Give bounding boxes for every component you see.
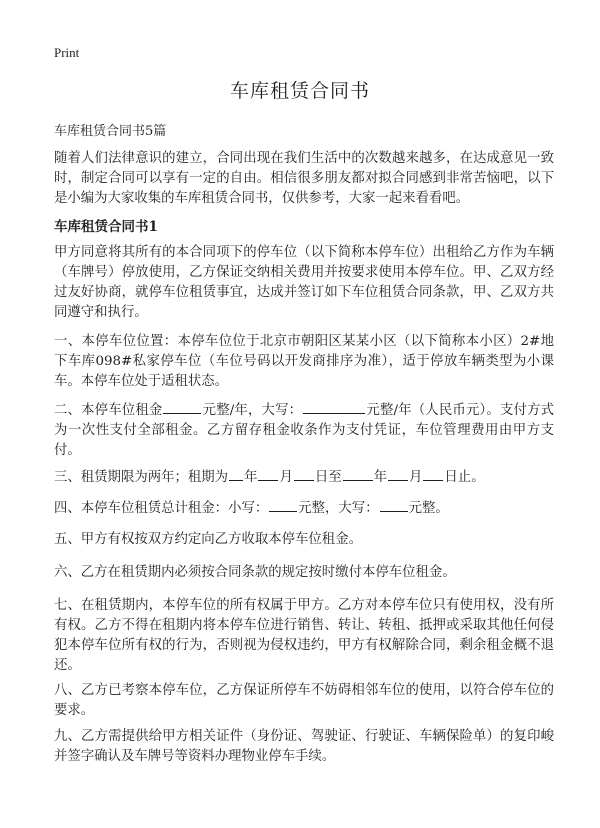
fill-in-blank [294,466,314,481]
fill-in-blank [258,466,278,481]
clause-text: 三、租赁期限为两年；租期为 [54,470,229,485]
fill-in-blank [269,497,297,512]
print-link[interactable]: Print [54,45,80,60]
clause-paragraph [54,530,554,550]
clause-text: 甲方同意将其所有的本合同项下的停车位（以下简称本停车位）出租给乙方作为车辆（车牌号）停放使用，乙方保证交纳相关费用并按要求使用本停车位。甲、乙双方经过友好协商，就停车位租赁事宜，达成并签订如下车位租赁合同条款，甲、乙双方共同遵守和执行。 [54,245,554,320]
fill-in-blank [163,399,201,414]
clause-paragraph [54,727,554,767]
clause-paragraph [54,399,554,461]
fill-in-blank [343,466,373,481]
document-title: 车库租赁合同书 [229,80,370,102]
section-heading: 车库租赁合同书1 [54,219,158,235]
clause-text: 一、本停车位位置：本停车位位于北京市朝阳区某某小区（以下简称本小区）2#地下车库098#私家停车位（车位号码以开发商排序为准），适于停放车辆类型为小课车。本停车位处于适租状态。 [54,334,554,389]
fill-in-blank [229,466,243,481]
clause-text: 五、甲方有权按双方约定向乙方收取本停车位租金。 [54,532,362,547]
clause-text: 日至 [314,470,342,485]
clause-text: 九、乙方需提供给甲方相关证件（身份证、驾驶证、行驶证、车辆保险单）的复印峻并签字确认及车牌号等资料办理物业停车手续。 [54,729,554,764]
clause-paragraph [54,243,554,323]
clause-text: 年 [244,470,258,485]
clause-text: 八、乙方已考察本停车位，乙方保证所停车不妨碍相邻车位的使用，以符合停车位的要求。 [54,683,554,718]
clause-text: 六、乙方在租赁期内必须按合同条款的规定按时缴付本停车位租金。 [54,565,456,580]
clause-paragraph [54,332,554,392]
clause-text: 日止。 [444,470,485,485]
clause-text: 元整，大写： [298,501,379,516]
clause-paragraph [54,596,554,676]
intro-paragraph: 随着人们法律意识的建立，合同出现在我们生活中的次数越来越多，在达成意见一致时，制定合同可以享有一定的自由。相信很多朋友都对拟合同感到非常苦恼吧，以下是小编为大家收集的车库租赁合同书，仅供参考，大家一起来看看吧。 [54,151,554,206]
clause-paragraph [54,497,554,519]
fill-in-blank [380,497,408,512]
clause-text: 元整/年，大写： [202,403,303,418]
clause-text: 七、在租赁期内，本停车位的所有权属于甲方。乙方对本停车位只有使用权，没有所有权。乙方不得在租期内将本停车位进行销售、转让、转租、抵押或采取其他任何侵犯本停车位所有权的行为，否则视为侵权违约，甲方有权解除合同，剩余租金概不退还。 [54,598,554,673]
clause-text: 二、本停车位租金 [54,403,163,418]
fill-in-blank [423,466,443,481]
clause-paragraph [54,563,554,583]
fill-in-blank [303,399,365,414]
clause-paragraph [54,681,554,721]
fill-in-blank [388,466,408,481]
clause-text: 元整/年（人民币元）。支付方式为一次性支付全部租金。乙方留存租金收条作为支付凭证，车位管理费用由甲方支付。 [54,403,555,458]
clause-text: 四、本停车位租赁总计租金：小写： [54,501,269,516]
clause-paragraph [54,466,554,488]
clause-text: 年 [373,470,388,485]
document-subtitle: 车库租赁合同书5篇 [54,124,167,139]
clause-text: 月 [279,470,293,485]
clause-text: 元整。 [408,501,449,516]
clause-text: 月 [409,470,423,485]
